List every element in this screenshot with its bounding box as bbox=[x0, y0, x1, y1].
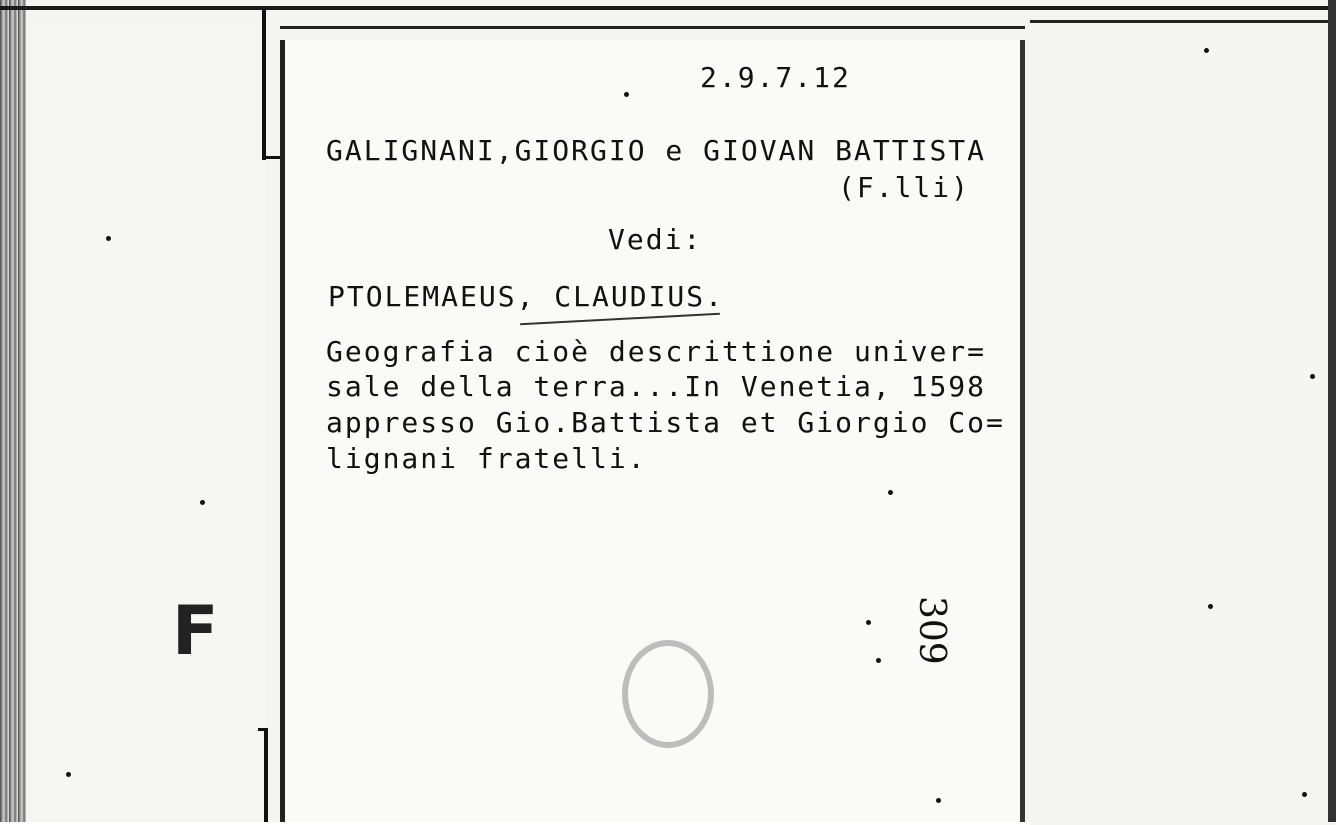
side-stamp-number: 309 bbox=[911, 596, 952, 665]
drawer-letter: F bbox=[172, 592, 219, 671]
punch-hole bbox=[622, 640, 714, 748]
description-line: sale della terra...In Venetia, 1598 bbox=[326, 370, 987, 403]
see-reference-label: Vedi: bbox=[608, 223, 703, 256]
left-bracket-line bbox=[262, 10, 266, 160]
speck bbox=[106, 236, 111, 241]
publisher-heading: GALIGNANI,GIORGIO e GIOVAN BATTISTA bbox=[326, 134, 987, 167]
catalog-number: 2.9.7.12 bbox=[700, 61, 851, 94]
next-card-strip bbox=[1030, 20, 1336, 825]
speck bbox=[200, 500, 205, 505]
speck bbox=[66, 772, 71, 777]
speck bbox=[1302, 792, 1307, 797]
previous-card-strip bbox=[26, 20, 266, 820]
speck bbox=[866, 620, 871, 625]
right-scan-edge bbox=[1328, 0, 1336, 822]
speck bbox=[876, 658, 881, 663]
speck bbox=[624, 92, 629, 97]
left-scan-edge bbox=[0, 0, 26, 822]
author-name: PTOLEMAEUS, CLAUDIUS. bbox=[328, 280, 725, 313]
speck bbox=[888, 490, 893, 495]
speck bbox=[936, 798, 941, 803]
left-lower-bracket bbox=[264, 730, 268, 822]
description-line: appresso Gio.Battista et Giorgio Co= bbox=[326, 406, 1005, 439]
left-lower-bracket-top bbox=[258, 728, 268, 731]
speck bbox=[1204, 48, 1209, 53]
description-line: Geografia cioè descrittione univer= bbox=[326, 335, 987, 368]
speck bbox=[1208, 604, 1213, 609]
top-rule bbox=[0, 6, 1336, 10]
speck bbox=[1310, 374, 1315, 379]
description-line: lignani fratelli. bbox=[326, 442, 647, 475]
publisher-heading-suffix: (F.lli) bbox=[838, 171, 971, 204]
